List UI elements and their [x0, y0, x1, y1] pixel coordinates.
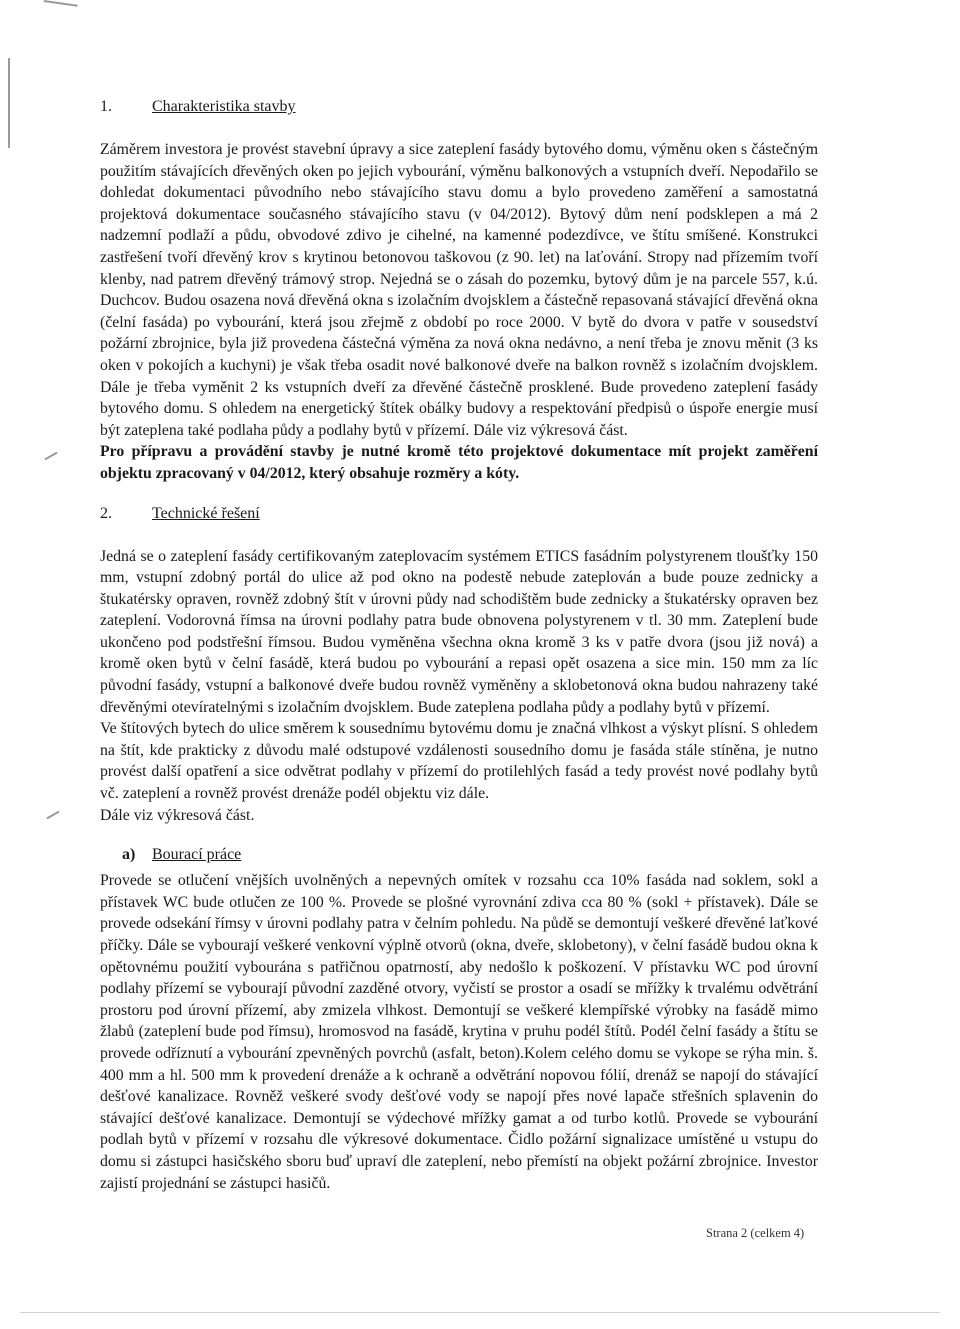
section-title: Technické řešení	[152, 504, 260, 522]
technical-paragraph: Dále viz výkresová část.	[100, 806, 255, 824]
section-heading-characteristics	[100, 98, 818, 122]
scan-hook-mark	[44, 452, 57, 461]
technical-paragraph: Jedná se o zateplení fasády certifikovaným zateplovacím systémem ETICS fasádním polystyrenem tloušťky 150 mm, vstupní zdobný portál do ulice až pod okno na podestě nebude zateplován a bude pouze zednicky a štukatérsky opraven, rovněž zdobný štít v úrovni půdy nad schodištěm bude zednicky a štukatérsky opraven bez zateplení. Vodorovná římsa na úrovni podlahy patra bude obnovena polystyrenem v tl. 30 mm. Zateplení bude ukončeno pod podstřešní římsou. Budou vyměněna všechna okna kromě 3 ks v patře dvora (jsou již nová) a kromě oken bytů v čelní fasádě, která budou po vybourání a repasi opět osazena a sice min. 150 mm za líc původní fasády, vstupní a balkonové dveře budou rovněž vyměněny a sklobetonová okna budou nahrazeny také dřevěnými otevíratelnými s izolačním dvojsklem. Bude zateplena podlaha půdy a podlahy bytů v přízemí.	[100, 547, 818, 716]
technical-paragraph: Ve štítových bytech do ulice směrem k sousednímu bytovému domu je značná vlhkost a výskyt plísní. S ohledem na štít, kde prakticky z důvodu malé odstupové vzdálenosti sousedního domu je fasáda stále stíněna, je nutno provést další opatření a sice odvětrat podlahy v přízemí do protilehlých fasád a tedy provést nové podlahy bytů vč. zateplení a rovněž provést drenáže podél objektu viz dále.	[100, 720, 818, 803]
scan-corner-mark	[44, 0, 78, 7]
section-heading-technical-solution	[100, 505, 818, 529]
document-body	[100, 98, 818, 1194]
scan-bottom-line	[20, 1312, 940, 1313]
scan-hook-mark	[46, 811, 59, 820]
section-title: Charakteristika stavby	[152, 98, 296, 115]
requirement-note: Pro přípravu a provádění stavby je nutné kromě této projektové dokumentace mít projekt zaměření objektu zpracovaný v 04/2012, který obsahuje rozměry a kóty.	[100, 443, 818, 482]
subsection-title: Bourací práce	[152, 846, 242, 864]
subsection-heading-demolition	[100, 846, 818, 868]
characteristics-paragraph: Záměrem investora je provést stavební úpravy a sice zateplení fasády bytového domu, výměnu oken s částečným použitím stávajících dřevěných oken po jejich vybourání, výměnu balkonových a vstupních dveří. Nepodařilo se dohledat dokumentaci původního nebo stávajícího stavu domu a bylo provedeno zaměření a samostatná projektová dokumentace současného stávajícího stavu (v 04/2012). Bytový dům není podsklepen a má 2 nadzemní podlaží a půdu, obvodové zdivo je cihelné, na kamenné podezdívce, ve štítu smíšené. Konstrukci zastřešení tvoří dřevěný krov s krytinou betonovou taškovou (z 90. let) na laťování. Stropy nad přízemím tvoří klenby, nad patrem dřevěný trámový strop. Nejedná se o zásah do pozemku, bytový dům je na parcele 557, k.ú. Duchcov. Budou osazena nová dřevěná okna s izolačním dvojsklem a částečně repasovaná stávající dřevěná okna (čelní fasáda) po vybourání, která jsou zřejmě z období po roce 2000. V bytě do dvora v patře v sousedství požární zbrojnice, byla již provedena částečná výměna za nová okna nedávno, a není třeba je znovu měnit (3 ks oken v pokojích a kuchyni) je však třeba osadit nové balkonové dveře na balkon rovněž s izolačním dvojsklem. Dále je třeba vyměnit 2 ks vstupních dveří za dřevěné částečně prosklené. Bude provedeno zateplení fasády bytového domu. S ohledem na energetický štítek obálky budovy a respektování předpisů o úspoře energie musí být zateplena také podlaha půdy a podlahy bytů v přízemí. Dále viz výkresová část.	[100, 141, 818, 439]
section-number: 1.	[100, 98, 112, 115]
subsection-label: a)	[122, 846, 136, 864]
section-number: 2.	[100, 504, 112, 522]
demolition-paragraph: Provede se otlučení vnějších uvolněných a nepevných omítek v rozsahu cca 10% fasáda nad soklem, sokl a přístavek WC bude otlučen ze 100 %. Provede se plošné vyrovnání zdiva cca 80 % (sokl + přístavek). Dále se provede odsekání římsy v úrovni podlahy patra v čelním pohledu. Na půdě se demontují veškeré dřevěné laťkové příčky. Dále se vybourají veškeré venkovní výplně otvorů (okna, dveře, sklobetony), v čelní fasádě budou okna k opětovnému použití vybourána s patřičnou opatrností, aby nedošlo k poškození. V přístavku WC pod úrovní podlahy přízemí se vybourají původní zazděné otvory, vyčistí se prostor a osadí se mřížky k trvalému odvětrání prostoru pod úrovní přízemí, aby zmizela vlhkost. Demontují se veškeré klempířské výrobky na fasádě mimo žlabů (zateplení bude pod římsu), hromosvod na fasádě, krytina v pruhu podél štítů. Podél čelní fasády a štítu se provede odříznutí a vybourání zpevněných povrchů (asfalt, beton).Kolem celého domu se vykope se rýha min. š. 400 mm a hl. 500 mm k provedení drenáže a k ochraně a odvětrání nopovou fólií, drenáž se napojí do stávající dešťové kanalizace. Rovněž veškeré svody dešťové vody se napojí přes nové lapače střešních splavenin do stávající dešťové kanalizace. Demontují se výdechové mřížky gamat a od turbo kotlů. Provede se vybourání podlah bytů v přízemí v rozsahu dle výkresové dokumentace. Čidlo požární signalizace umístěné u vstupu do domu si zástupci hasičského sboru buď upraví dle zateplení, nebo přemístí na objekt požární zbrojnice. Investor zajistí projednání se zástupci hasičů.	[100, 872, 818, 1192]
scan-edge-mark	[8, 58, 10, 148]
page-number: Strana 2 (celkem 4)	[706, 1226, 805, 1240]
